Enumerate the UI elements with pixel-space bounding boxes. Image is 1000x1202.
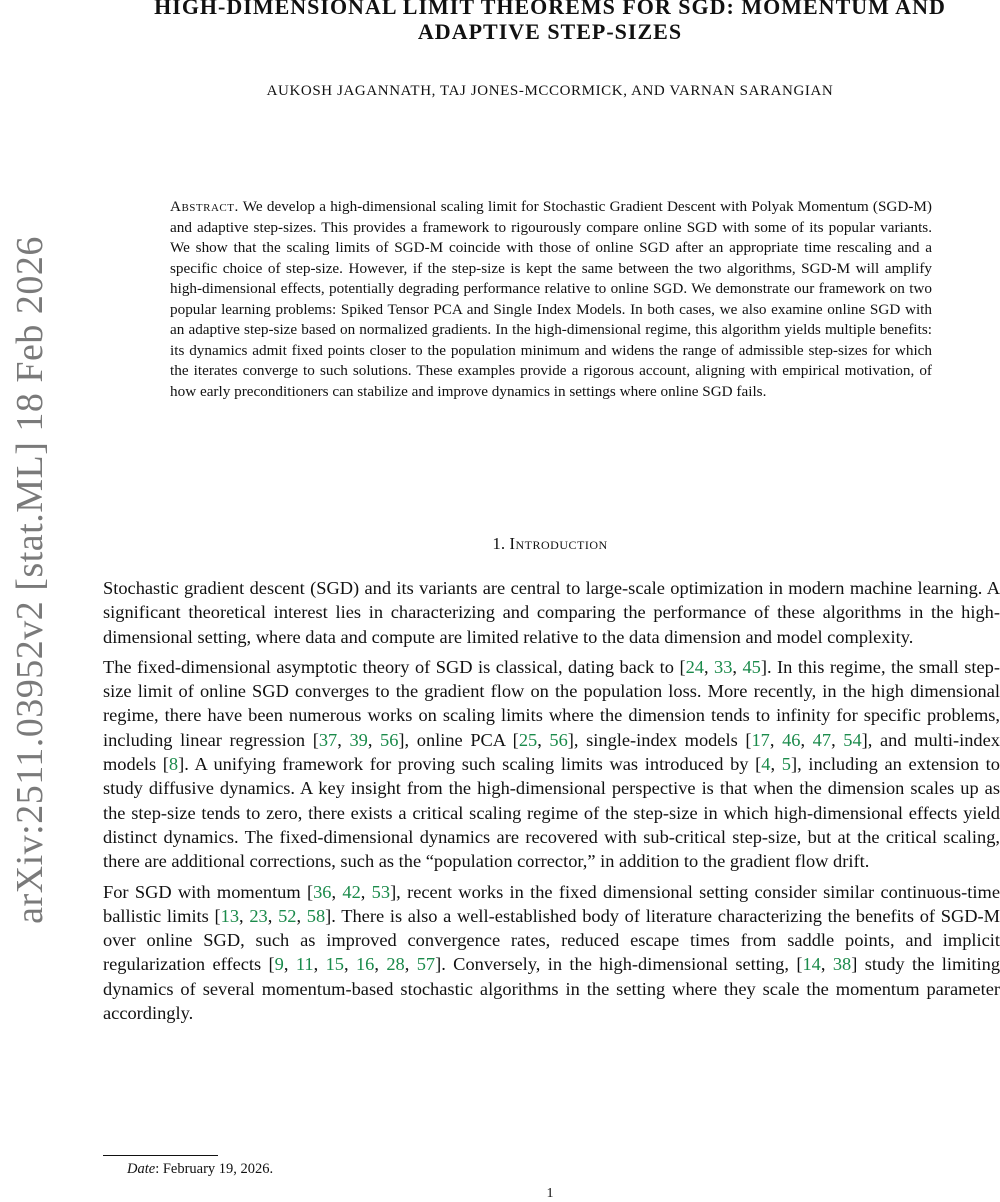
citation-link[interactable]: 56 [549, 729, 568, 750]
section-heading-introduction [100, 534, 1000, 554]
paragraph-text: For SGD with momentum [ [103, 881, 314, 902]
paragraph-text: , [296, 905, 307, 926]
paper-title-line-2: ADAPTIVE STEP-SIZES [417, 19, 683, 44]
paragraph-text: , [800, 729, 813, 750]
citation-link[interactable]: 13 [220, 905, 240, 926]
citation-link[interactable]: 53 [371, 881, 391, 902]
citation-link[interactable]: 42 [342, 881, 361, 902]
citation-link[interactable]: 11 [295, 954, 314, 975]
footnote-divider [103, 1155, 218, 1156]
paragraph-text: ], recent works in the fixed dimensional setting consider similar continuous-time ballistic limits [ [103, 881, 1000, 926]
paragraph-text: , [331, 881, 343, 902]
paragraph-text: ], online PCA [ [398, 729, 519, 750]
paragraph-text: ], single-index models [ [567, 729, 752, 750]
citation-link[interactable]: 38 [832, 954, 852, 975]
citation-link[interactable]: 14 [802, 954, 821, 975]
citation-link[interactable]: 25 [518, 729, 538, 750]
section-title: Introduction [509, 534, 608, 553]
paragraph-p3 [103, 880, 1000, 1026]
citation-link[interactable]: 46 [782, 729, 801, 750]
paragraph-text: , [770, 754, 782, 775]
paragraph-text: , [404, 954, 417, 975]
citation-link[interactable]: 4 [761, 754, 771, 775]
citation-link[interactable]: 52 [278, 905, 297, 926]
citation-link[interactable]: 17 [751, 729, 770, 750]
citation-link[interactable]: 47 [812, 729, 832, 750]
arxiv-identifier-text: arXiv:2511.03952v2 [stat.ML] 18 Feb 2026 [9, 236, 51, 924]
paragraph-text: , [267, 905, 279, 926]
paragraph-text: , [367, 729, 381, 750]
author-list: AUKOSH JAGANNATH, TAJ JONES-MCCORMICK, AND VARNAN SARANGIAN [266, 83, 834, 99]
citation-link[interactable]: 23 [249, 905, 268, 926]
paragraph-text: , [732, 656, 743, 677]
paragraph-text: ], and multi-index models [ [103, 729, 1000, 775]
introduction-body [103, 576, 1000, 1031]
footnote-text: : February 19, 2026. [155, 1161, 274, 1177]
paragraph-text: ]. Conversely, in the high-dimensional setting, [ [435, 954, 803, 975]
citation-link[interactable]: 24 [685, 656, 704, 677]
paragraph-text: ] study the limiting dynamics of several momentum-based stochastic algorithms in the setting where they scale the momentum parameter accordingly. [103, 954, 1000, 1024]
paragraph-text: , [769, 729, 783, 750]
paragraph-text: , [831, 729, 844, 750]
paragraph-text: , [283, 954, 296, 975]
paper-title [100, 0, 1000, 44]
paragraph-text: , [820, 954, 833, 975]
footnote-label: Date [127, 1161, 156, 1177]
paragraph-p2 [103, 655, 1000, 874]
paragraph-text: The fixed-dimensional asymptotic theory of SGD is classical, dating back to [ [103, 656, 686, 677]
paragraph-text: , [343, 954, 356, 975]
citation-link[interactable]: 15 [325, 954, 344, 975]
abstract [170, 197, 932, 402]
citation-link[interactable]: 58 [306, 905, 326, 926]
citation-link[interactable]: 56 [380, 729, 399, 750]
paragraph-text: ]. A unifying framework for proving such scaling limits was introduced by [ [178, 754, 762, 775]
citation-link[interactable]: 39 [349, 729, 368, 750]
paragraph-text: ], including an extension to study diffusive dynamics. A key insight from the high-dimensional perspective is that when the dimension scales up as the step-size tends to zero, there exists a critical scaling regime of the step-size in which high-dimensional effects yield distinct dynamics. The fixed-dimensional dynamics are recovered with sub-critical step-size, but at the critical scaling, there are additional corrections, such as the “population corrector,” in addition to the gradient flow drift. [103, 754, 1000, 872]
paragraph-text: , [360, 881, 372, 902]
paragraph-text: ]. In this regime, the small step-size limit of online SGD converges to the gradient flow on the population loss. More recently, in the high dimensional regime, there have been numerous works on scaling limits where the dimension tends to infinity for specific problems, including linear regression [ [103, 656, 1000, 750]
citation-link[interactable]: 37 [318, 729, 338, 750]
citation-link[interactable]: 28 [386, 954, 405, 975]
paragraph-text: , [703, 656, 715, 677]
citation-link[interactable]: 57 [416, 954, 436, 975]
citation-link[interactable]: 36 [313, 881, 332, 902]
paragraph-text: ]. There is also a well-established body of literature characterizing the benefits of SGD-M over online SGD, such as improved convergence rates, reduced escape times from saddle points, and implicit regularization effects [ [103, 905, 1000, 975]
citation-link[interactable]: 8 [168, 754, 179, 775]
citation-link[interactable]: 54 [843, 729, 862, 750]
paragraph-text: Stochastic gradient descent (SGD) and its variants are central to large-scale optimization in modern machine learning. A significant theoretical interest lies in characterizing and comparing the performance of these algorithms in the high-dimensional setting, where data and compute are limited relative to the data dimension and model complexity. [103, 578, 1000, 647]
date-footnote [127, 1161, 273, 1178]
paragraph-text: , [239, 905, 250, 926]
abstract-label: Abstract. [170, 198, 239, 215]
paragraph-text: , [337, 729, 350, 750]
citation-link[interactable]: 33 [714, 656, 733, 677]
paragraph-p1 [103, 576, 1000, 649]
paper-title-line-1: HIGH-DIMENSIONAL LIMIT THEOREMS FOR SGD: MOMENTUM AND [154, 0, 946, 19]
citation-link[interactable]: 9 [274, 954, 284, 975]
citation-link[interactable]: 5 [781, 754, 791, 775]
section-number: 1. [492, 534, 506, 553]
abstract-text: We develop a high-dimensional scaling limit for Stochastic Gradient Descent with Polyak Momentum (SGD-M) and adaptive step-sizes. This provides a framework to rigourously compare online SGD with some of its popular variants. We show that the scaling limits of SGD-M coincide with those of online SGD after an appropriate time rescaling and a specific choice of step-size. However, if the step-size is kept the same between the two algorithms, SGD-M will amplify high-dimensional effects, potentially degrading performance relative to online SGD. We demonstrate our framework on two popular learning problems: Spiked Tensor PCA and Single Index Models. In both cases, we also examine online SGD with an adaptive step-size based on normalized gradients. In the high-dimensional regime, this algorithm yields multiple benefits: its dynamics admit fixed points closer to the population minimum and widens the range of admissible step-sizes for which the iterates converge to such solutions. These examples provide a rigorous account, aligning with empirical motivation, of how early preconditioners can stabilize and improve dynamics in settings where online SGD fails. [170, 198, 932, 400]
citation-link[interactable]: 45 [742, 656, 761, 677]
citation-link[interactable]: 16 [355, 954, 375, 975]
paragraph-text: , [313, 954, 326, 975]
arxiv-identifier-stamp [0, 0, 60, 1200]
paragraph-text: , [537, 729, 550, 750]
page-number: 1 [546, 1186, 554, 1201]
paragraph-text: , [374, 954, 387, 975]
